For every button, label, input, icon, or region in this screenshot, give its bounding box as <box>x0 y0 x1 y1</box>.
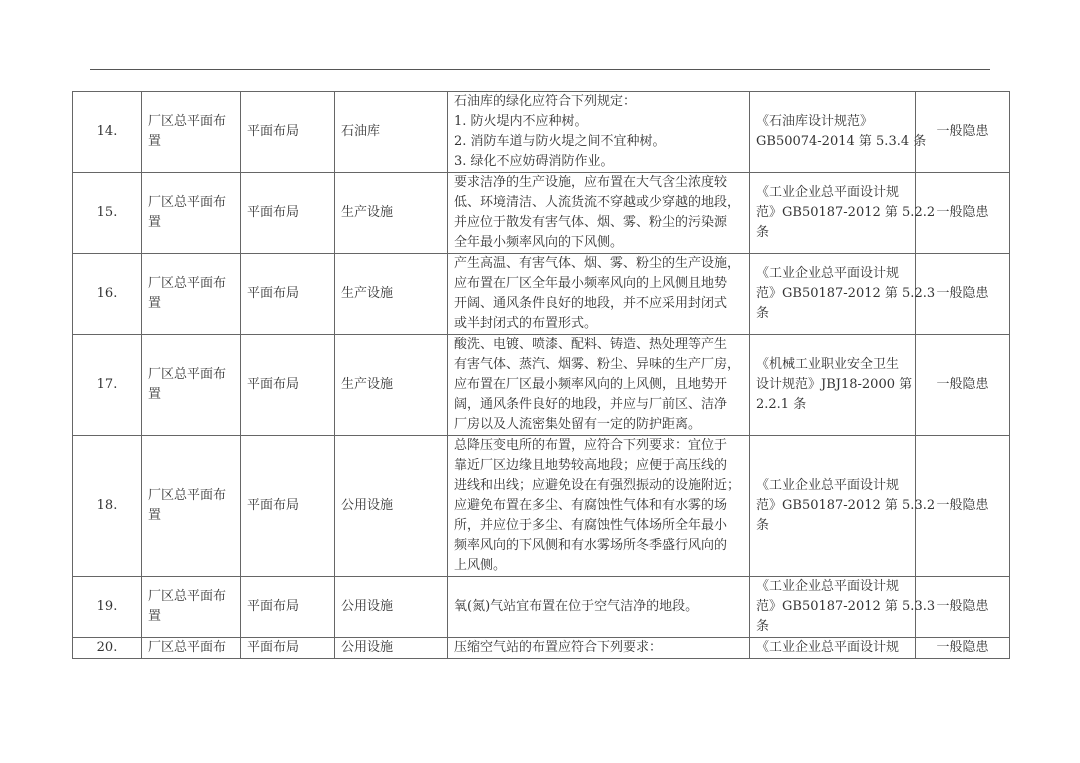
requirement-line: 厂房以及人流密集处留有一定的防护距离。 <box>454 417 702 432</box>
requirement-line: 频率风向的下风侧和有水雾场所冬季盛行风向的 <box>454 538 728 553</box>
standard-line: 《工业企业总平面设计规 <box>756 640 900 655</box>
object-cell: 生产设施 <box>335 254 448 335</box>
standard-reference-cell <box>750 92 927 173</box>
requirement-line: 总降压变电所的布置，应符合下列要求：宜位于 <box>454 438 728 453</box>
requirement-line: 并应位于散发有害气体、烟、雾、粉尘的污染源 <box>454 215 728 230</box>
standard-reference-cell <box>750 436 936 577</box>
row-number-cell: 15. <box>73 173 142 254</box>
requirement-line: 3. 绿化不应妨碍消防作业。 <box>454 154 614 169</box>
requirement-line: 氧(氮)气站宜布置在位于空气洁净的地段。 <box>454 599 699 614</box>
requirement-cell <box>448 254 750 335</box>
category-cell: 平面布局 <box>241 173 335 254</box>
standard-reference-cell <box>750 335 916 436</box>
area-cell: 厂区总平面布置 <box>142 577 241 638</box>
row-number-cell: 14. <box>73 92 142 173</box>
standard-line: 条 <box>756 306 770 321</box>
table-row <box>73 638 1010 659</box>
standard-reference-cell <box>750 254 936 335</box>
row-number-cell: 18. <box>73 436 142 577</box>
standard-reference-cell <box>750 173 936 254</box>
standard-line: 条 <box>756 518 770 533</box>
area-cell: 厂区总平面布 <box>142 638 241 659</box>
object-cell: 石油库 <box>335 92 448 173</box>
object-cell: 公用设施 <box>335 577 448 638</box>
standard-line: 《工业企业总平面设计规 <box>756 579 900 594</box>
requirement-line: 应布置在厂区全年最小频率风向的上风侧且地势 <box>454 276 728 291</box>
requirement-line: 压缩空气站的布置应符合下列要求： <box>454 640 663 655</box>
requirement-line: 应布置在厂区最小频率风向的上风侧，且地势开 <box>454 377 728 392</box>
requirement-line: 石油库的绿化应符合下列规定： <box>454 94 637 109</box>
hazard-grade-cell: 一般隐患 <box>916 254 1010 335</box>
standard-reference-cell <box>750 638 916 659</box>
requirement-cell <box>448 638 750 659</box>
requirement-cell <box>448 92 750 173</box>
standard-reference-cell <box>750 577 936 638</box>
requirement-line: 阔，通风条件良好的地段，并应与厂前区、洁净 <box>454 397 728 412</box>
requirement-line: 2. 消防车道与防火堤之间不宜种树。 <box>454 134 666 149</box>
category-cell: 平面布局 <box>241 92 335 173</box>
object-cell: 生产设施 <box>335 173 448 254</box>
category-cell: 平面布局 <box>241 638 335 659</box>
requirement-cell <box>448 577 750 638</box>
requirement-cell <box>448 436 750 577</box>
area-cell: 厂区总平面布置 <box>142 335 241 436</box>
requirement-line: 应避免布置在多尘、有腐蚀性气体和有水雾的场 <box>454 498 728 513</box>
standard-line: 设计规范》JBJ18-2000 第 <box>756 377 913 392</box>
standard-line: 《石油库设计规范》 <box>756 114 874 129</box>
area-cell: 厂区总平面布置 <box>142 173 241 254</box>
table-row <box>73 436 1010 577</box>
object-cell: 公用设施 <box>335 638 448 659</box>
table-row <box>73 254 1010 335</box>
requirement-line: 1. 防火堤内不应种树。 <box>454 114 588 129</box>
standard-line: 条 <box>756 619 770 634</box>
requirement-line: 有害气体、蒸汽、烟雾、粉尘、异味的生产厂房， <box>454 357 741 372</box>
category-cell: 平面布局 <box>241 254 335 335</box>
row-number-cell: 17. <box>73 335 142 436</box>
object-cell: 生产设施 <box>335 335 448 436</box>
standard-line: 2.2.1 条 <box>756 397 807 412</box>
standard-line: 范》GB50187-2012 第 5.3.2 <box>756 498 936 513</box>
hazard-grade-cell: 一般隐患 <box>916 436 1010 577</box>
table-row <box>73 335 1010 436</box>
standard-line: 范》GB50187-2012 第 5.2.3 <box>756 286 936 301</box>
requirement-line: 全年最小频率风向的下风侧。 <box>454 235 624 250</box>
requirement-line: 所，并应位于多尘、有腐蚀性气体场所全年最小 <box>454 518 728 533</box>
standard-line: GB50074-2014 第 5.3.4 条 <box>756 134 927 149</box>
standard-line: 《机械工业职业安全卫生 <box>756 357 900 372</box>
category-cell: 平面布局 <box>241 335 335 436</box>
table-body <box>73 92 1010 659</box>
requirement-line: 进线和出线；应避免设在有强烈振动的设施附近； <box>454 478 741 493</box>
requirement-cell <box>448 335 750 436</box>
table-row <box>73 173 1010 254</box>
standard-line: 范》GB50187-2012 第 5.2.2 <box>756 205 936 220</box>
requirement-line: 上风侧。 <box>454 558 507 573</box>
area-cell: 厂区总平面布置 <box>142 436 241 577</box>
requirement-line: 或半封闭式的布置形式。 <box>454 316 598 331</box>
requirement-cell <box>448 173 750 254</box>
table-row <box>73 577 1010 638</box>
row-number-cell: 19. <box>73 577 142 638</box>
requirement-line: 酸洗、电镀、喷漆、配料、铸造、热处理等产生 <box>454 337 728 352</box>
standard-line: 条 <box>756 225 770 240</box>
requirement-line: 低、环境清洁、人流货流不穿越或少穿越的地段， <box>454 195 741 210</box>
row-number-cell: 20. <box>73 638 142 659</box>
category-cell: 平面布局 <box>241 577 335 638</box>
standard-line: 《工业企业总平面设计规 <box>756 185 900 200</box>
standard-line: 范》GB50187-2012 第 5.3.3 <box>756 599 936 614</box>
requirement-line: 靠近厂区边缘且地势较高地段；应便于高压线的 <box>454 458 728 473</box>
table-row <box>73 92 1010 173</box>
area-cell: 厂区总平面布置 <box>142 254 241 335</box>
requirement-line: 产生高温、有害气体、烟、雾、粉尘的生产设施， <box>454 256 741 271</box>
row-number-cell: 16. <box>73 254 142 335</box>
standard-line: 《工业企业总平面设计规 <box>756 478 900 493</box>
hazard-inspection-table <box>72 91 1010 659</box>
hazard-grade-cell: 一般隐患 <box>916 638 1010 659</box>
hazard-grade-cell: 一般隐患 <box>916 92 1010 173</box>
requirement-line: 要求洁净的生产设施，应布置在大气含尘浓度较 <box>454 175 728 190</box>
standard-line: 《工业企业总平面设计规 <box>756 266 900 281</box>
page-header-rule <box>90 69 990 70</box>
object-cell: 公用设施 <box>335 436 448 577</box>
hazard-grade-cell: 一般隐患 <box>916 335 1010 436</box>
area-cell: 厂区总平面布置 <box>142 92 241 173</box>
hazard-grade-cell: 一般隐患 <box>916 577 1010 638</box>
category-cell: 平面布局 <box>241 436 335 577</box>
hazard-grade-cell: 一般隐患 <box>916 173 1010 254</box>
requirement-line: 开阔、通风条件良好的地段，并不应采用封闭式 <box>454 296 728 311</box>
